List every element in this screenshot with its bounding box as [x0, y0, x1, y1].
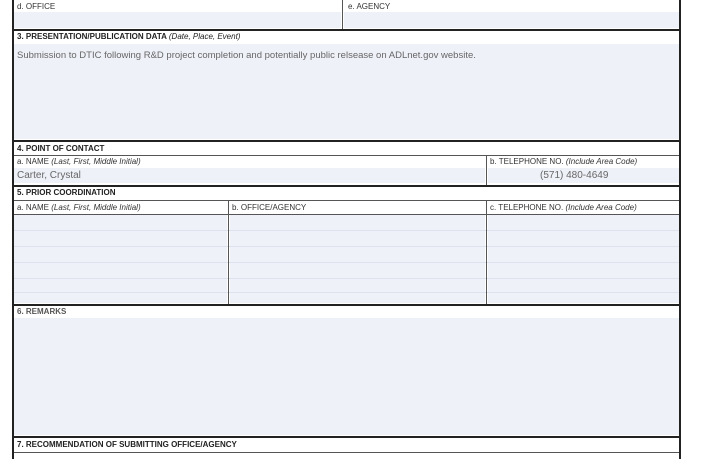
poc-column-divider — [486, 155, 487, 185]
poc-name-value: Carter, Crystal — [17, 170, 81, 181]
release-form — [12, 0, 681, 459]
section-divider — [14, 29, 679, 31]
prior-column-divider — [228, 200, 229, 304]
row-divider — [14, 200, 679, 201]
section-divider — [14, 436, 679, 438]
remarks-title: 6. REMARKS — [17, 307, 67, 316]
office-field[interactable] — [14, 12, 341, 28]
prior-phone-field[interactable] — [488, 215, 679, 303]
agency-label: e. AGENCY — [348, 2, 391, 11]
prior-coordination-title: 5. PRIOR COORDINATION — [17, 188, 116, 197]
entry-line — [14, 278, 679, 279]
poc-name-label: a. NAME (Last, First, Middle Initial) — [17, 157, 141, 166]
poc-phone-label: b. TELEPHONE NO. (Include Area Code) — [490, 157, 638, 166]
prior-office-field[interactable] — [230, 215, 485, 303]
entry-line — [14, 230, 679, 231]
prior-name-label: a. NAME (Last, First, Middle Initial) — [17, 203, 141, 212]
poc-title: 4. POINT OF CONTACT — [17, 144, 105, 153]
office-agency-divider — [342, 0, 343, 30]
agency-field[interactable] — [344, 12, 679, 28]
poc-name-field[interactable] — [14, 168, 485, 183]
prior-phone-label: c. TELEPHONE NO. (Include Area Code) — [490, 203, 637, 212]
presentation-title: 3. PRESENTATION/PUBLICATION DATA (Date, Place, Event) — [17, 32, 241, 41]
section-divider — [14, 304, 679, 306]
section-divider — [14, 140, 679, 142]
prior-office-label: b. OFFICE/AGENCY — [232, 203, 307, 212]
entry-line — [14, 262, 679, 263]
prior-column-divider — [486, 200, 487, 304]
row-divider — [14, 452, 679, 453]
entry-line — [14, 292, 679, 293]
office-label: d. OFFICE — [17, 2, 56, 11]
recommendation-title: 7. RECOMMENDATION OF SUBMITTING OFFICE/AGENCY — [17, 440, 237, 449]
section-divider — [14, 185, 679, 187]
prior-name-field[interactable] — [14, 215, 227, 303]
presentation-value: Submission to DTIC following R&D project completion and potentially public relsease on ADLnet.gov website. — [17, 50, 476, 61]
poc-phone-value: (571) 480-4649 — [540, 170, 609, 181]
remarks-field[interactable] — [14, 318, 679, 435]
entry-line — [14, 246, 679, 247]
row-divider — [14, 155, 679, 156]
